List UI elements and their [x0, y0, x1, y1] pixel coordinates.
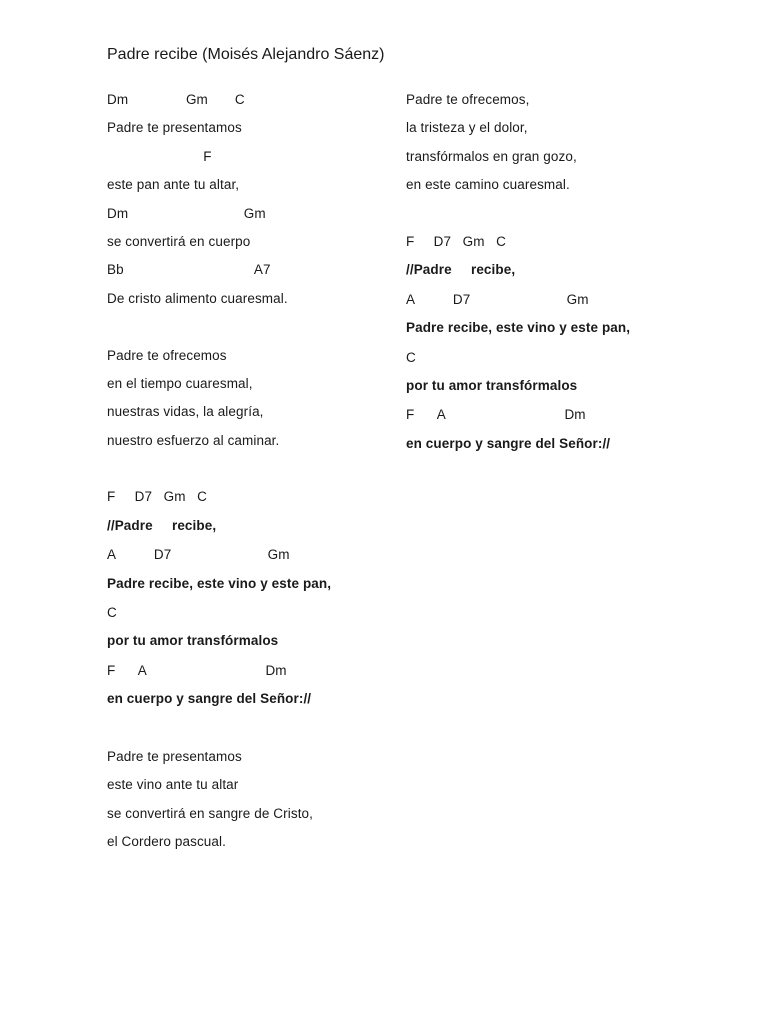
lyric-line: Padre te presentamos [107, 120, 242, 136]
lyric-line: se convertirá en cuerpo [107, 233, 251, 249]
chord-line: F [107, 148, 212, 164]
chord-line: Bb A7 [107, 262, 271, 278]
chord-line: Dm Gm [107, 205, 266, 221]
lyric-line: la tristeza y el dolor, [406, 120, 528, 136]
chord-line: F D7 Gm C [406, 233, 506, 249]
right-column [406, 90, 630, 463]
chord-line: C [406, 349, 416, 365]
chorus-lyric-line: Padre recibe, este vino y este pan, [406, 320, 631, 336]
chord-line: C [107, 605, 117, 621]
lyric-line: nuestro esfuerzo al caminar. [107, 432, 280, 448]
lyric-line: este pan ante tu altar, [107, 177, 240, 193]
lyric-line: en el tiempo cuaresmal, [107, 375, 253, 391]
chorus-lyric-line: en cuerpo y sangre del Señor:// [406, 435, 611, 451]
chord-line: F D7 Gm C [107, 489, 207, 505]
lyric-line: Padre te presentamos [107, 748, 242, 764]
chord-line: F A Dm [107, 662, 287, 678]
lyric-line: transfórmalos en gran gozo, [406, 148, 577, 164]
lyric-line: Padre te ofrecemos, [406, 92, 530, 107]
lyric-line: el Cordero pascual. [107, 834, 226, 850]
chord-line: A D7 Gm [406, 291, 589, 307]
stanza-gap [406, 204, 630, 232]
chorus-lyric-line: por tu amor transfórmalos [107, 633, 279, 649]
stanza-gap [107, 459, 331, 487]
song-title: Padre recibe (Moisés Alejandro Sáenz) [107, 46, 385, 63]
chorus-lyric-line: Padre recibe, este vino y este pan, [107, 575, 332, 591]
lyric-line: Padre te ofrecemos [107, 347, 227, 363]
lyric-line: se convertirá en sangre de Cristo, [107, 805, 313, 821]
chorus-lyric-line: por tu amor transfórmalos [406, 377, 578, 393]
stanza-gap [107, 719, 331, 747]
chorus-lyric-line: en cuerpo y sangre del Señor:// [107, 691, 312, 707]
chord-line: F A Dm [406, 407, 586, 423]
lyric-line: nuestras vidas, la alegría, [107, 404, 264, 420]
chorus-lyric-line: //Padre recibe, [406, 262, 516, 278]
chord-line: A D7 Gm [107, 547, 290, 563]
lyric-line: De cristo alimento cuaresmal. [107, 290, 288, 306]
lyric-line: este vino ante tu altar [107, 777, 239, 793]
stanza-gap [107, 317, 331, 345]
chord-line: Dm Gm C [107, 92, 245, 107]
lyric-line: en este camino cuaresmal. [406, 177, 570, 193]
chorus-lyric-line: //Padre recibe, [107, 517, 217, 533]
left-column [107, 90, 331, 861]
